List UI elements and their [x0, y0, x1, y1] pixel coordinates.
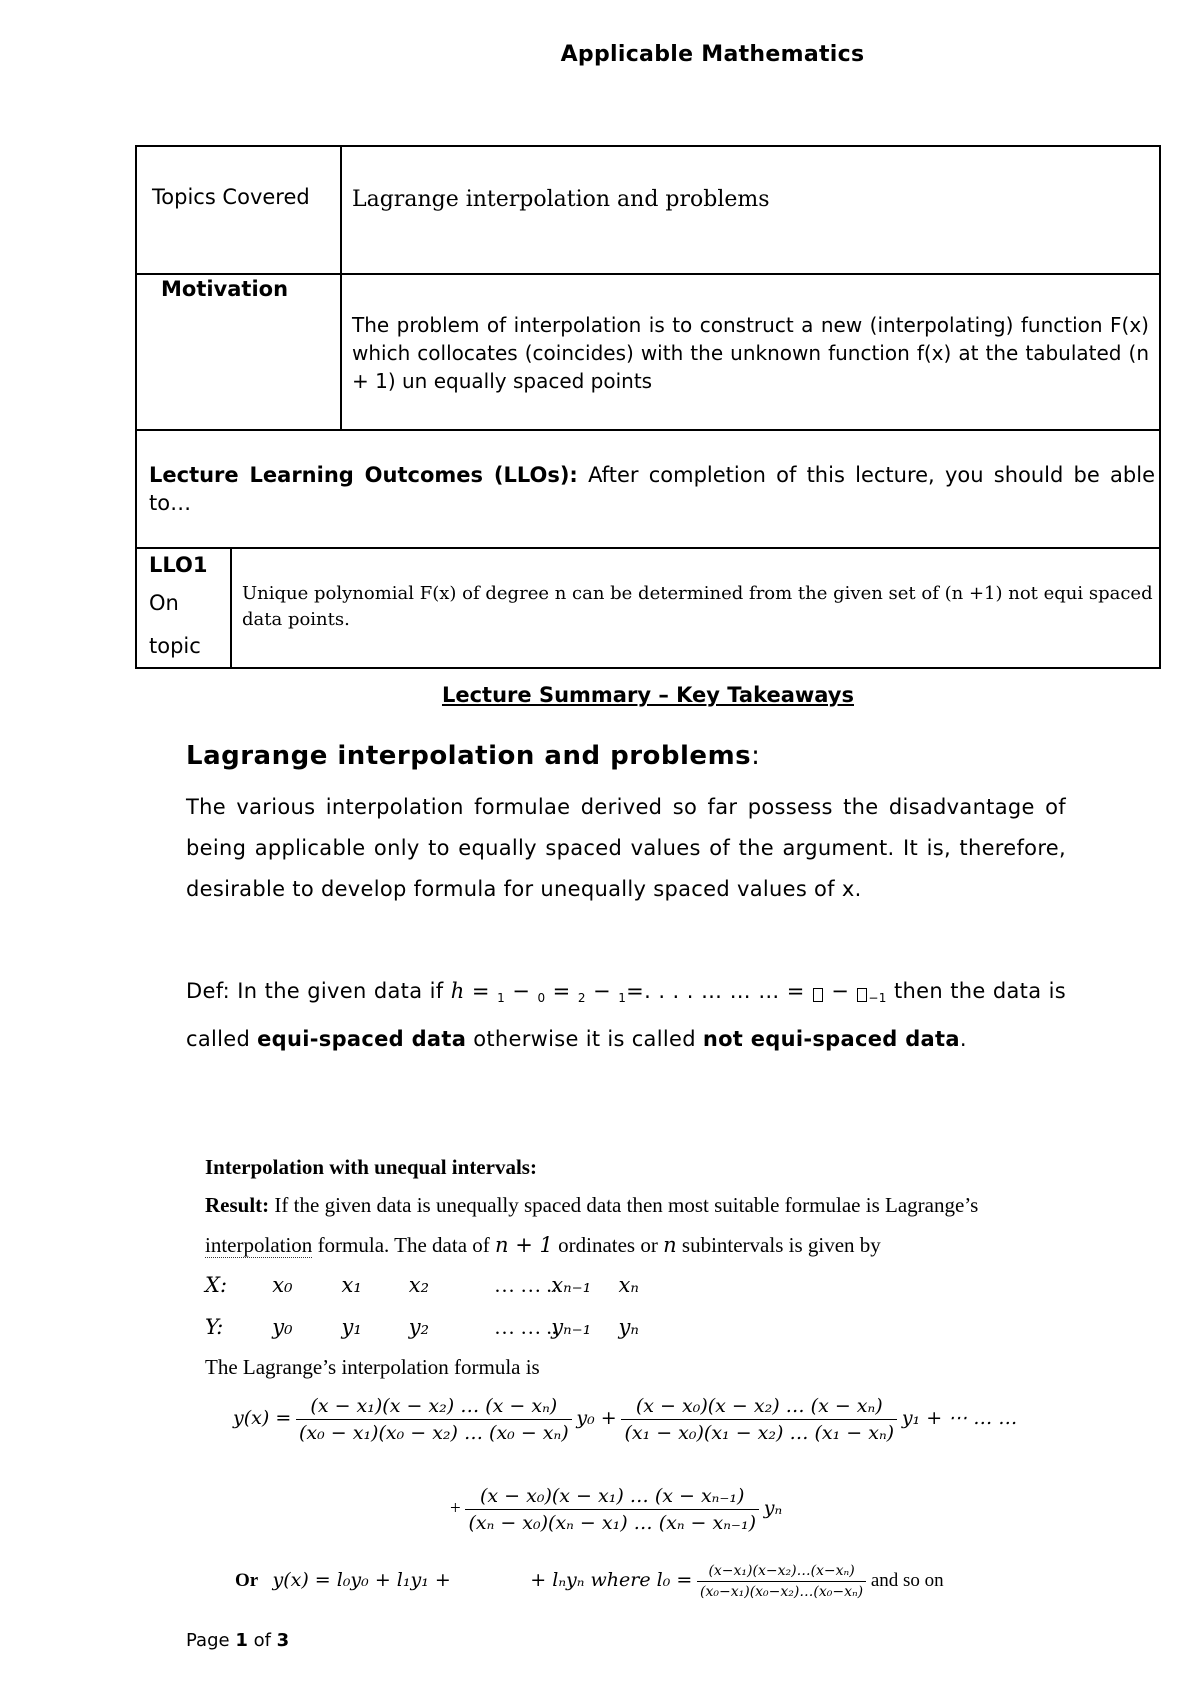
- motivation-label: Motivation: [136, 274, 341, 430]
- llo1-label: LLO1: [149, 553, 208, 577]
- section-heading-text: Lagrange interpolation and problems: [186, 741, 752, 771]
- topics-label: Topics Covered: [136, 146, 341, 274]
- topics-row: [136, 146, 1160, 274]
- section-heading-colon: :: [751, 741, 761, 771]
- llo-text: After completion of this lecture, you should be able to…: [149, 463, 1155, 515]
- lecture-info-table: [135, 145, 1161, 669]
- definition-paragraph: Def: In the given data if h = $_1$ − $_0$ = $_2$ − $_1$=. . . . … … … = − $_{-1}$ then the data is called equi-spaced data otherwise it is called not equi-spaced data.: [186, 979, 1067, 1051]
- page-footer: Page 1 of 3: [186, 1630, 290, 1651]
- lagrange-or-line: Or y(x) = l₀y₀ + l₁y₁ + + lₙyₙ where l₀ = $\frac{\text{(x−x₁)(x−x₂)…(x−xₙ)}}{\text{(x₀−x₁)(x₀−x₂)…(x₀−xₙ)}}$ and so on: [235, 1563, 944, 1600]
- def-not-equi-spaced: not equi-spaced data: [702, 1027, 960, 1051]
- llo-row: [136, 430, 1160, 548]
- def-equi-spaced: equi-spaced data: [257, 1027, 467, 1051]
- def-period: .: [959, 1027, 967, 1051]
- result-line: Result: If the given data is unequally spaced data then most suitable formulae is Lagrange’s: [205, 1193, 979, 1217]
- formula-intro: The Lagrange’s interpolation formula is: [205, 1355, 540, 1379]
- def-eq: =: [471, 979, 490, 1003]
- topics-value: Lagrange interpolation and problems: [341, 146, 1160, 274]
- llo1-value: Unique polynomial F(x) of degree n can be determined from the given set of (n +1) not equi spaced data points.: [231, 548, 1160, 668]
- llo-outcomes-cell: [136, 430, 1160, 548]
- llo-heading: Lecture Learning Outcomes (LLOs):: [149, 463, 578, 487]
- lagrange-formula-line-1: y(x) = $\frac{\text{(x − x₁)(x − x₂) … (x − xₙ)}}{\text{(x₀ − x₁)(x₀ − x₂) … (x₀ − xₙ)}}$ y₀ + $\frac{\text{(x − x₀)(x − x₂) … (x − xₙ)}}{\text{(x₁ − x₀)(x₁ − x₂) … (x₁ − xₙ)}}$ y₁ + ⋯ … …: [233, 1395, 1018, 1444]
- llo1-row: [136, 548, 1160, 668]
- llo1-on: On: [149, 591, 179, 615]
- section-heading: [186, 741, 760, 771]
- llo1-label-cell: [136, 548, 231, 668]
- interp-title: Interpolation with unequal intervals:: [205, 1155, 537, 1179]
- y-row: Y: y₀ y₁ y₂ … … .. yₙ₋₁ yₙ: [205, 1315, 639, 1339]
- lagrange-formula-line-2: + $\frac{\text{(x − x₀)(x − x₁) … (x − xₙ₋₁)}}{\text{(xₙ − x₀)(xₙ − x₁) … (xₙ − xₙ₋₁)}}$ yₙ: [450, 1485, 783, 1534]
- x-row: X: x₀ x₁ x₂ … … .. xₙ₋₁ xₙ: [205, 1273, 639, 1297]
- motivation-row: [136, 274, 1160, 430]
- def-dots: =. . . . … … … =: [626, 979, 805, 1003]
- def-then: then the data is called: [186, 979, 1067, 1051]
- document-header-title: Applicable Mathematics: [560, 42, 865, 67]
- summary-title: Lecture Summary – Key Takeaways: [441, 683, 854, 707]
- llo1-topic: topic: [149, 634, 201, 658]
- result-line-2: interpolation formula. The data of n + 1 ordinates or n subintervals is given by: [205, 1233, 881, 1257]
- motivation-value: The problem of interpolation is to construct a new (interpolating) function F(x) which collocates (coincides) with the unknown function f(x) at the tabulated (n + 1) un equally spaced points: [341, 274, 1160, 430]
- def-prefix: Def: In the given data if: [186, 979, 444, 1003]
- def-otherwise: otherwise it is called: [473, 1027, 696, 1051]
- def-h: h: [450, 979, 465, 1003]
- intro-paragraph: The various interpolation formulae derived so far possess the disadvantage of being applicable only to equally spaced values of the argument. It is, therefore, desirable to develop formula for unequally spaced values of x.: [186, 795, 1066, 901]
